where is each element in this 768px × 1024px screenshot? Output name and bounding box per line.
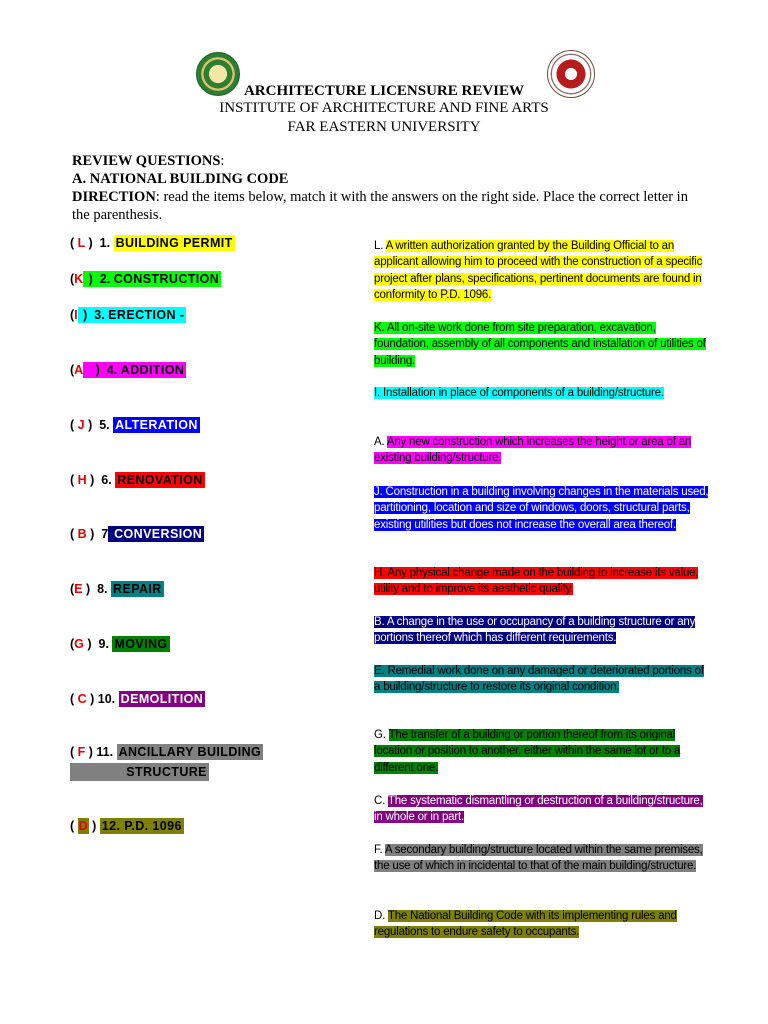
term: ANCILLARY BUILDING bbox=[118, 745, 262, 759]
answer-letter: J bbox=[77, 418, 85, 432]
answer-letter: H bbox=[77, 473, 87, 487]
question-6: ( H ) 6. RENOVATION bbox=[70, 473, 203, 487]
question-11-continuation: STRUCTURE bbox=[70, 763, 209, 781]
answer-B: B. A change in the use or occupancy of a building structure or any portions thereof which has different requirements. bbox=[374, 616, 696, 645]
question-10: ( C ) 10. DEMOLITION bbox=[70, 692, 204, 706]
answer-F: F. A secondary building/structure located within the same premises, the use of which in incidental to that of the main building/structure. bbox=[374, 844, 703, 873]
answer-letter: F bbox=[77, 745, 86, 759]
answer-K: K. All on-site work done from site preparation, excavation, foundation, assembly of all components and installation of utilities of building. bbox=[374, 322, 706, 367]
answer-D: D. The National Building Code with its implementing rules and regulations to endure safety to occupants. bbox=[374, 910, 677, 939]
review-questions-heading: REVIEW QUESTIONS: bbox=[72, 153, 225, 169]
question-2: (K ) 2. CONSTRUCTION bbox=[70, 272, 220, 286]
answer-letter: E bbox=[74, 582, 83, 596]
direction-paragraph: DIRECTION: read the items below, match it with the answers on the right side. Place the correct letter in the parenthesis. bbox=[72, 189, 688, 223]
university-name: FAR EASTERN UNIVERSITY bbox=[287, 119, 481, 135]
document-title: ARCHITECTURE LICENSURE REVIEW bbox=[243, 83, 525, 99]
question-11: ( F ) 11. ANCILLARY BUILDING bbox=[70, 745, 262, 759]
answer-letter: C bbox=[77, 692, 87, 706]
term: CONVERSION bbox=[108, 526, 204, 542]
answer-letter: D bbox=[78, 819, 88, 833]
answer-C: C. The systematic dismantling or destruction of a building/structure, in whole or in part. bbox=[374, 795, 703, 824]
answer-letter: A bbox=[74, 363, 84, 377]
answer-G: G. The transfer of a building or portion thereof from its original location or position to another, either within the same lot or to a different one. bbox=[374, 729, 681, 774]
question-7: ( B ) 7 CONVERSION bbox=[70, 527, 203, 541]
question-12: ( D ) 12. P.D. 1096 bbox=[70, 819, 182, 833]
answer-letter: K bbox=[74, 272, 84, 286]
term: REPAIR bbox=[113, 582, 162, 596]
answer-A: A. Any new construction which increases the height or area of an existing building/structure. bbox=[374, 436, 692, 465]
term: ERECTION - bbox=[108, 308, 185, 322]
term: DEMOLITION bbox=[120, 692, 204, 706]
term: BUILDING PERMIT bbox=[115, 236, 233, 250]
question-8: (E ) 8. REPAIR bbox=[70, 582, 162, 596]
institute-name: INSTITUTE OF ARCHITECTURE AND FINE ARTS bbox=[219, 100, 549, 116]
question-4: (A ) 4. ADDITION bbox=[70, 363, 185, 377]
term: RENOVATION bbox=[117, 473, 203, 487]
question-3: (I ) 3. ERECTION - bbox=[70, 308, 185, 322]
term: ALTERATION bbox=[115, 418, 198, 432]
answer-J: J. Construction in a building involving changes in the materials used, partitioning, location and size of windows, doors, structural parts, existing utilities but does not increase the overall area thereof. bbox=[374, 486, 709, 531]
answer-L: L. A written authorization granted by the Building Official to an applicant allowing him to proceed with the construction of a specific project after plans, specifications, pertinent documents are found in conformity to P.D. 1096. bbox=[374, 240, 703, 301]
answer-E: E. Remedial work done on any damaged or deteriorated portions of a building/structure to restore its original condition. bbox=[374, 665, 704, 694]
answer-H: H. Any physical change made on the building to increase its value, utility and to improve its aesthetic quality. bbox=[374, 567, 699, 596]
answer-letter: B bbox=[77, 527, 87, 541]
answer-letter: I bbox=[74, 308, 78, 322]
term: CONSTRUCTION bbox=[113, 272, 220, 286]
answer-I: I. Installation in place of components of a building/structure. bbox=[374, 387, 664, 399]
seal-letter: A bbox=[566, 66, 576, 81]
term: MOVING bbox=[114, 637, 168, 651]
answer-letter: L bbox=[77, 236, 86, 250]
question-5: ( J ) 5. ALTERATION bbox=[70, 418, 198, 432]
term: ADDITION bbox=[120, 363, 185, 377]
section-heading: A. NATIONAL BUILDING CODE bbox=[72, 171, 289, 187]
term: 12. P.D. 1096 bbox=[101, 819, 182, 833]
question-1: ( L ) 1. BUILDING PERMIT bbox=[70, 236, 233, 250]
answer-letter: G bbox=[74, 637, 84, 651]
question-9: (G ) 9. MOVING bbox=[70, 637, 168, 651]
